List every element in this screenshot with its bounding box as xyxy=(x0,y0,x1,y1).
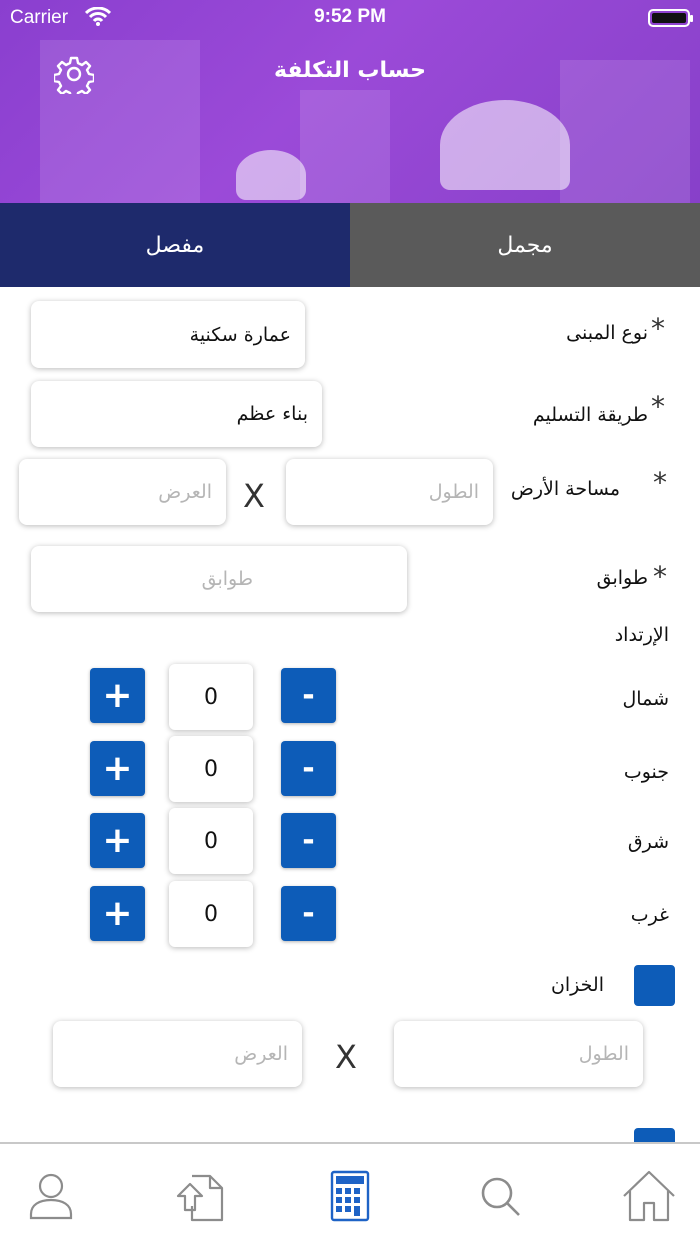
land-length-placeholder: الطول xyxy=(428,481,479,503)
required-marker: * xyxy=(653,560,667,593)
setback-south-value[interactable]: 0 xyxy=(169,736,253,802)
required-marker: * xyxy=(651,312,665,345)
land-area-label: مساحة الأرض xyxy=(510,478,620,500)
floors-label: طوابق xyxy=(596,567,648,589)
status-time: 9:52 PM xyxy=(314,6,386,27)
setback-north-label: شمال xyxy=(622,688,669,710)
tab-summary[interactable]: مجمل xyxy=(350,203,700,287)
setback-east-label: شرق xyxy=(627,831,669,853)
setback-west-label: غرب xyxy=(630,904,669,926)
calculator-icon[interactable] xyxy=(320,1166,380,1226)
increment-button[interactable]: + xyxy=(90,741,145,796)
tank-width-placeholder: العرض xyxy=(234,1043,288,1065)
required-marker: * xyxy=(653,466,667,499)
bottom-tab-bar xyxy=(0,1142,700,1244)
upload-document-icon[interactable] xyxy=(170,1166,230,1226)
land-length-input[interactable] xyxy=(286,459,493,525)
multiply-sign: X xyxy=(335,1038,357,1076)
search-icon[interactable] xyxy=(470,1166,530,1226)
next-checkbox[interactable] xyxy=(634,1128,675,1142)
header-banner xyxy=(0,0,700,203)
setback-south-label: جنوب xyxy=(623,761,669,783)
background-helmet xyxy=(236,150,306,200)
setback-west-value[interactable]: 0 xyxy=(169,881,253,947)
tank-length-placeholder: الطول xyxy=(578,1043,629,1065)
home-icon[interactable] xyxy=(619,1166,679,1226)
building-type-value: عمارة سكنية xyxy=(189,323,291,346)
status-bar xyxy=(0,0,700,36)
decrement-button[interactable]: - xyxy=(281,886,336,941)
floors-placeholder: طوابق xyxy=(201,568,253,590)
delivery-method-select[interactable] xyxy=(31,381,322,447)
page-title: حساب التكلفة xyxy=(273,58,426,83)
carrier-name: Carrier xyxy=(10,7,69,28)
tank-length-input[interactable] xyxy=(394,1021,643,1087)
setback-label: الإرتداد xyxy=(614,624,669,646)
required-marker: * xyxy=(651,390,665,423)
delivery-method-label: طريقة التسليم xyxy=(532,404,648,426)
tank-label: الخزان xyxy=(550,974,604,996)
decrement-button[interactable]: - xyxy=(281,668,336,723)
tank-checkbox[interactable] xyxy=(634,965,675,1006)
increment-button[interactable]: + xyxy=(90,668,145,723)
setback-east-value[interactable]: 0 xyxy=(169,808,253,874)
user-icon[interactable] xyxy=(21,1166,81,1226)
floors-input[interactable] xyxy=(31,546,407,612)
background-building xyxy=(300,90,390,203)
setback-north-value[interactable]: 0 xyxy=(169,664,253,730)
land-width-input[interactable] xyxy=(19,459,226,525)
increment-button[interactable]: + xyxy=(90,813,145,868)
building-type-select[interactable] xyxy=(31,301,305,368)
multiply-sign: X xyxy=(243,477,265,515)
decrement-button[interactable]: - xyxy=(281,741,336,796)
tank-width-input[interactable] xyxy=(53,1021,302,1087)
building-type-label: نوع المبنى xyxy=(566,322,648,344)
battery-icon xyxy=(648,9,690,27)
background-helmet xyxy=(440,100,570,190)
delivery-method-value: بناء عظم xyxy=(236,403,308,425)
tab-detailed[interactable]: مفصل xyxy=(0,203,350,287)
land-width-placeholder: العرض xyxy=(158,481,212,503)
decrement-button[interactable]: - xyxy=(281,813,336,868)
increment-button[interactable]: + xyxy=(90,886,145,941)
